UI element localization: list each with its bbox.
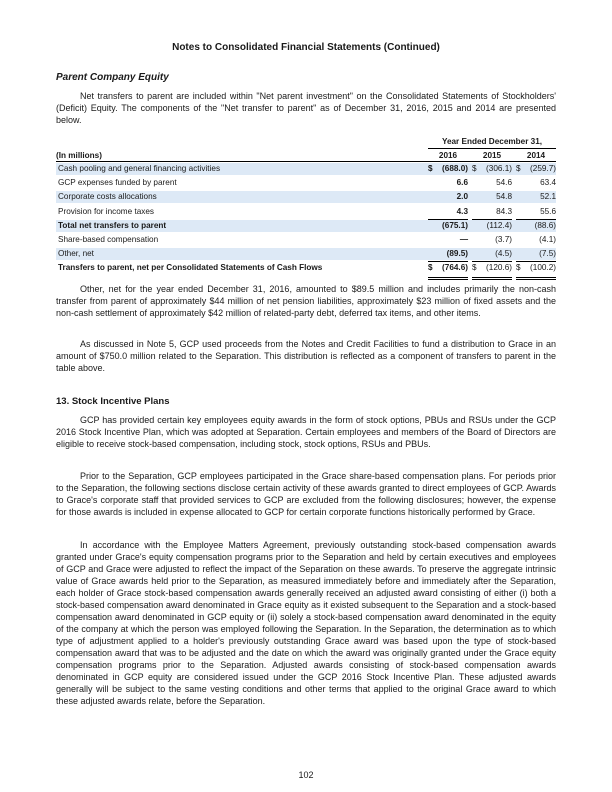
cell-value-2015: (120.6) bbox=[486, 263, 512, 273]
total-double-rule bbox=[472, 279, 512, 280]
row-label: Share-based compensation bbox=[58, 235, 159, 244]
other-net-paragraph: Other, net for the year ended December 31, 2016, amounted to $89.5 million and includes primarily the non-cash transfer from parent of approximately $44 million of net pension liabilities, approximately $23 million of fixed assets and the non-cash settlement of approximately $42 million of related-party debt, deferred tax items, and other items. bbox=[56, 284, 556, 318]
period-header: Year Ended December 31, bbox=[428, 137, 556, 149]
cell-value-2015: (3.7) bbox=[495, 235, 512, 244]
cell-value-2015: (306.1) bbox=[486, 164, 512, 173]
cell-value-2016: — bbox=[459, 235, 468, 244]
total-double-rule bbox=[428, 279, 468, 280]
cell-value-2016: (675.1) bbox=[442, 220, 468, 230]
year-header-2016: 2016 bbox=[438, 151, 458, 160]
table-row bbox=[56, 206, 556, 218]
row-label: Total net transfers to parent bbox=[58, 220, 167, 230]
cell-value-2016: (688.0) bbox=[442, 164, 468, 173]
cell-value-2014: 63.4 bbox=[540, 178, 556, 188]
cell-value-2015: (112.4) bbox=[486, 220, 512, 230]
total-double-rule bbox=[428, 277, 468, 278]
total-double-rule bbox=[472, 277, 512, 278]
stock-plans-paragraph-3: In accordance with the Employee Matters Agreement, previously outstanding stock-based compensation awards granted under Grace's equity compensation programs prior to the Separation and held by certain executives and employees of GCP and Grace were adjusted to reflect the impact of the Separation on these awards. To preserve the aggregate intrinsic value of Grace awards held prior to the Separation, as measured immediately before and immediately after the Separation, each holder of Grace stock-based compensation awards generally received an adjusted award consisting of either (i) both a stock-based compensation award denominated in Grace equity as it existed subsequent to the Separation and a stock-based compensation award denominated in GCP equity or (ii) solely a stock-based compensation award denominated in the equity of the company at which the person was employed following the Separation. In the Separation, the determination as to which type of adjustment applied to a holder's previously outstanding Grace award was based upon the type of stock-based compensation award that was to be adjusted and the date on which the award was originally granted under the Grace equity compensation programs prior to the Separation. Adjusted awards consisting of stock-based compensation awards denominated in GCP equity are considered issued under the GCP 2016 Stock Incentive Plan. These adjusted awards generally will be subject to the same vesting conditions and other terms that applied to the original Grace award to which these adjusted awards relate, before the Separation. bbox=[56, 540, 556, 706]
currency-symbol: $ bbox=[516, 164, 521, 173]
row-label: Transfers to parent, net per Consolidated Statements of Cash Flows bbox=[58, 263, 323, 273]
total-double-rule bbox=[516, 279, 556, 280]
row-label: GCP expenses funded by parent bbox=[58, 178, 177, 188]
table-row bbox=[56, 177, 556, 189]
cell-value-2014: (7.5) bbox=[539, 249, 556, 259]
currency-symbol: $ bbox=[516, 263, 521, 273]
header-rule bbox=[56, 161, 556, 162]
cell-value-2016: 6.6 bbox=[456, 178, 468, 188]
table-row bbox=[56, 262, 556, 274]
table-row bbox=[56, 220, 556, 232]
row-label: Other, net bbox=[58, 249, 94, 259]
table-row bbox=[56, 248, 556, 260]
table-row bbox=[56, 191, 556, 203]
row-label: Provision for income taxes bbox=[58, 206, 155, 216]
cell-value-2014: (259.7) bbox=[530, 164, 556, 173]
cell-value-2014: (88.6) bbox=[534, 220, 556, 230]
total-double-rule bbox=[516, 277, 556, 278]
cell-value-2014: 52.1 bbox=[540, 192, 556, 202]
page-header: Notes to Consolidated Financial Statements (Continued) bbox=[172, 42, 440, 53]
cell-value-2016: (89.5) bbox=[446, 249, 468, 259]
table-row bbox=[56, 234, 556, 246]
stock-plans-heading: 13. Stock Incentive Plans bbox=[56, 396, 170, 407]
currency-symbol: $ bbox=[428, 164, 433, 173]
cell-value-2015: 54.6 bbox=[496, 178, 512, 188]
section-title-parent-equity: Parent Company Equity bbox=[56, 72, 169, 83]
cell-value-2015: 54.8 bbox=[496, 192, 512, 202]
cell-value-2014: 55.6 bbox=[540, 206, 556, 216]
year-header-2014: 2014 bbox=[526, 151, 546, 160]
table-row bbox=[56, 163, 556, 175]
cell-value-2014: (100.2) bbox=[530, 263, 556, 273]
cell-value-2014: (4.1) bbox=[539, 235, 556, 244]
stock-plans-paragraph-2: Prior to the Separation, GCP employees participated in the Grace share-based compensation plans. For periods prior to the Separation, the following sections disclose certain activity of these awards granted to direct employees of GCP. Awards to Grace's corporate staff that provided services to GCP are excluded from the following disclosures; however, the expense for those awards is included in expense allocated to GCP for certain corporate functions historically performed by Grace. bbox=[56, 471, 556, 517]
currency-symbol: $ bbox=[428, 263, 433, 273]
cell-value-2015: (4.5) bbox=[495, 249, 512, 259]
stock-plans-paragraph-1: GCP has provided certain key employees equity awards in the form of stock options, PBUs and RSUs under the GCP 2016 Stock Incentive Plan, which was adopted at Separation. Certain employees and members of the Board of Directors are eligible to receive stock-based compensation, including stock, stock options, RSUs and PBUs. bbox=[56, 415, 556, 449]
units-label: (In millions) bbox=[56, 151, 102, 160]
cell-value-2016: 2.0 bbox=[456, 192, 468, 202]
row-label: Cash pooling and general financing activities bbox=[58, 164, 221, 173]
page-number: 102 bbox=[298, 770, 314, 780]
note5-paragraph: As discussed in Note 5, GCP used proceeds from the Notes and Credit Facilities to fund a distribution to Grace in an amount of $750.0 million related to the Separation. This distribution is reflected as a component of transfers to parent in the table above. bbox=[56, 339, 556, 373]
cell-value-2016: (764.6) bbox=[442, 263, 468, 273]
year-header-2015: 2015 bbox=[482, 151, 502, 160]
cell-value-2015: 84.3 bbox=[496, 206, 512, 216]
currency-symbol: $ bbox=[472, 164, 477, 173]
row-label: Corporate costs allocations bbox=[58, 192, 157, 202]
cell-value-2016: 4.3 bbox=[456, 206, 468, 216]
intro-paragraph: Net transfers to parent are included within "Net parent investment" on the Consolidated Statements of Stockholders' (Deficit) Equity. The components of the "Net transfer to parent" as of December 31, 2016, 2015 and 2014 are presented below. bbox=[56, 91, 556, 125]
currency-symbol: $ bbox=[472, 263, 477, 273]
